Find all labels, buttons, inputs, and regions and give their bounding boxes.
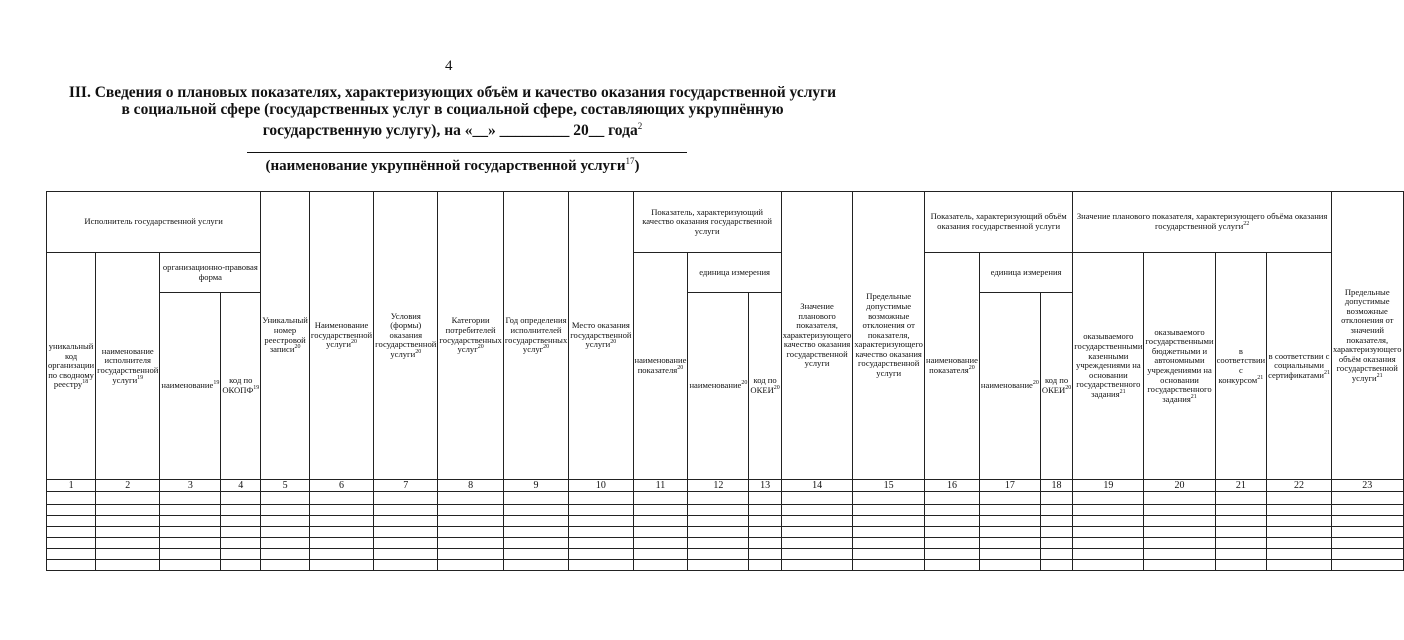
table-cell[interactable] [374,549,438,560]
table-cell[interactable] [781,492,853,505]
table-cell[interactable] [688,560,749,571]
header-volume-indicator-name: наименование показателя$^{20}$ [924,253,979,480]
table-cell[interactable] [309,516,373,527]
table-cell[interactable] [1331,527,1403,538]
service-name-footnote: 17 [625,156,635,166]
table-cell[interactable] [924,505,979,516]
table-cell[interactable] [749,549,781,560]
table-cell[interactable] [221,560,261,571]
table-cell[interactable] [688,505,749,516]
table-cell[interactable] [221,549,261,560]
table-cell[interactable] [374,560,438,571]
header-quality-value: Значение планового показателя, характеризующего качество оказания государственной услуги [781,192,853,480]
table-cell[interactable] [261,549,310,560]
table-cell[interactable] [503,527,568,538]
heading-line-3: государственную услугу), на «__» _________ 20__ года [262,122,638,140]
header-volume-indicator: Показатель, характеризующий объём оказания государственной услуги [924,192,1072,253]
header-quality-deviation: Предельные допустимые возможные отклонения от показателя, характеризующего качество оказания государственной услуги [853,192,925,480]
table-cell[interactable] [1215,505,1267,516]
header-quality-unit: единица измерения [688,253,781,293]
table-cell[interactable] [633,505,688,516]
table-row [47,516,1404,527]
table-cell[interactable] [1267,560,1332,571]
table-cell[interactable] [1040,527,1072,538]
table-cell[interactable] [47,527,96,538]
table-cell[interactable] [96,560,160,571]
table-cell[interactable] [261,560,310,571]
table-cell[interactable] [924,492,979,505]
table-cell[interactable] [569,505,633,516]
table-cell[interactable] [749,560,781,571]
table-cell[interactable] [979,505,1040,516]
table-cell[interactable] [1073,549,1144,560]
table-cell[interactable] [1215,560,1267,571]
table-cell[interactable] [160,492,221,505]
table-cell[interactable] [438,505,503,516]
service-name-caption: (наименование укрупнённой государственной услуги$^{17}$) [265,156,640,174]
table-cell[interactable] [749,492,781,505]
table-cell[interactable] [374,492,438,505]
table-cell[interactable] [569,538,633,549]
table-cell[interactable] [1267,505,1332,516]
table-cell[interactable] [1040,505,1072,516]
table-cell[interactable] [924,538,979,549]
table-cell[interactable] [438,527,503,538]
table-cell[interactable] [781,549,853,560]
table-cell[interactable] [633,516,688,527]
table-cell[interactable] [438,516,503,527]
table-cell[interactable] [633,538,688,549]
table-cell[interactable] [96,527,160,538]
table-cell[interactable] [1331,492,1403,505]
table-cell[interactable] [47,505,96,516]
table-cell[interactable] [96,516,160,527]
table-cell[interactable] [261,538,310,549]
table-cell[interactable] [633,560,688,571]
table-cell[interactable] [569,492,633,505]
table-cell[interactable] [1073,505,1144,516]
bottom-edge [0,628,905,640]
table-cell[interactable] [1144,516,1215,527]
table-cell[interactable] [309,505,373,516]
table-cell[interactable] [1215,516,1267,527]
table-cell[interactable] [1073,492,1144,505]
table-row [47,505,1404,516]
table-cell[interactable] [160,549,221,560]
table-cell[interactable] [309,492,373,505]
table-cell[interactable] [633,492,688,505]
table-cell[interactable] [1331,549,1403,560]
table-cell[interactable] [1144,527,1215,538]
table-cell[interactable] [47,492,96,505]
table-cell[interactable] [1040,560,1072,571]
table-cell[interactable] [1040,492,1072,505]
table-cell[interactable] [749,527,781,538]
table-cell[interactable] [1073,527,1144,538]
table-cell[interactable] [1267,538,1332,549]
table-cell[interactable] [503,560,568,571]
header-volume-unit-name: наименование$^{20}$ [979,293,1040,480]
header-executor-year: Год определения исполнителей государственных услуг$^{20}$ [503,192,568,480]
table-cell[interactable] [160,527,221,538]
table-row [47,549,1404,560]
table-cell[interactable] [160,560,221,571]
table-cell[interactable] [374,538,438,549]
table-row [47,492,1404,505]
table-cell[interactable] [749,538,781,549]
table-cell[interactable] [503,549,568,560]
header-executor: Исполнитель государственной услуги [47,192,261,253]
table-cell[interactable] [374,516,438,527]
table-cell[interactable] [1331,538,1403,549]
table-cell[interactable] [853,505,925,516]
table-cell[interactable] [569,516,633,527]
table-cell[interactable] [438,492,503,505]
table-cell[interactable] [749,505,781,516]
table-cell[interactable] [160,505,221,516]
header-conditions: Условия (формы) оказания государственной услуги$^{20}$ [374,192,438,480]
column-numbers-row: 1 2 3 4 5 6 7 8 9 10 11 12 13 14 15 16 17 18 19 20 21 22 23 [47,480,1404,492]
table-cell[interactable] [1267,549,1332,560]
table-cell[interactable] [1215,527,1267,538]
table-cell[interactable] [1073,538,1144,549]
table-cell[interactable] [633,527,688,538]
table-cell[interactable] [749,516,781,527]
table-cell[interactable] [781,560,853,571]
table-cell[interactable] [503,492,568,505]
table-cell[interactable] [47,516,96,527]
table-cell[interactable] [1040,516,1072,527]
header-place: Место оказания государственной услуги$^{20}$ [569,192,633,480]
table-cell[interactable] [1331,560,1403,571]
table-cell[interactable] [1267,516,1332,527]
table-row [47,560,1404,571]
table-cell[interactable] [309,549,373,560]
table-cell[interactable] [309,538,373,549]
table-cell[interactable] [853,527,925,538]
table-cell[interactable] [221,538,261,549]
table-cell[interactable] [1144,538,1215,549]
table-cell[interactable] [853,549,925,560]
table-cell[interactable] [1215,549,1267,560]
header-service-name: Наименование государственной услуги$^{20}$ [309,192,373,480]
header-consumer-categories: Категории потребителей государственных услуг$^{20}$ [438,192,503,480]
table-cell[interactable] [221,492,261,505]
header-volume-contest: в соответствии с конкурсом$^{21}$ [1215,253,1267,480]
table-cell[interactable] [96,549,160,560]
table-row [47,538,1404,549]
table-cell[interactable] [924,549,979,560]
table-cell[interactable] [569,560,633,571]
header-executor-name: наименование исполнителя государственной услуги$^{19}$ [96,253,160,480]
table-cell[interactable] [924,516,979,527]
section-heading [60,84,845,139]
service-name-line[interactable] [247,152,687,153]
header-quality-unit-name: наименование$^{20}$ [688,293,749,480]
header-org-code: уникальный код организации по сводному реестру$^{18}$ [47,253,96,480]
table-cell[interactable] [1040,549,1072,560]
table-cell[interactable] [979,516,1040,527]
table-cell[interactable] [781,505,853,516]
header-org-form-code: код по ОКОПФ$^{19}$ [221,293,261,480]
table-cell[interactable] [438,538,503,549]
table-cell[interactable] [853,538,925,549]
table-cell[interactable] [569,549,633,560]
table-cell[interactable] [96,538,160,549]
table-cell[interactable] [688,549,749,560]
table-cell[interactable] [979,538,1040,549]
table-cell[interactable] [1215,538,1267,549]
heading-line-2: в социальной сфере (государственных услуг в социальной сфере, составляющих укрупнённую [121,101,784,118]
table-cell[interactable] [1144,505,1215,516]
table-cell[interactable] [1040,538,1072,549]
table-cell[interactable] [47,549,96,560]
table-cell[interactable] [160,538,221,549]
table-cell[interactable] [853,560,925,571]
table-cell[interactable] [1215,492,1267,505]
table-cell[interactable] [47,538,96,549]
table-cell[interactable] [569,527,633,538]
table-cell[interactable] [688,538,749,549]
heading-footnote: 2 [637,121,643,131]
header-volume-kazennye: оказываемого государственными казенными учреждениями на основании государственного задания$^{21}$ [1073,253,1144,480]
table-cell[interactable] [261,527,310,538]
header-volume-deviation: Предельные допустимые возможные отклонения от значений показателя, характеризующего объём оказания государственной услуги$^{21}$ [1331,192,1403,480]
header-org-legal-form: организационно-правовая форма [160,253,261,293]
service-name-caption-text: (наименование укрупнённой государственной услуги [265,158,626,174]
table-cell[interactable] [261,505,310,516]
table-cell[interactable] [1144,560,1215,571]
table-cell[interactable] [503,505,568,516]
table-cell[interactable] [309,527,373,538]
header-org-form-name: наименование$^{19}$ [160,293,221,480]
header-quality-indicator-name: наименование показателя$^{20}$ [633,253,688,480]
table-cell[interactable] [688,516,749,527]
table-cell[interactable] [1331,505,1403,516]
table-cell[interactable] [221,505,261,516]
table-cell[interactable] [979,492,1040,505]
header-volume-certificates: в соответствии с социальными сертификатами$^{21}$ [1267,253,1332,480]
table-cell[interactable] [374,505,438,516]
table-cell[interactable] [438,560,503,571]
table-cell[interactable] [374,527,438,538]
table-cell[interactable] [1144,549,1215,560]
table-cell[interactable] [1267,492,1332,505]
header-volume-unit-code: код по ОКЕИ$^{20}$ [1040,293,1072,480]
table-cell[interactable] [438,549,503,560]
table-cell[interactable] [261,516,310,527]
table-cell[interactable] [1267,527,1332,538]
table-cell[interactable] [309,560,373,571]
table-cell[interactable] [503,516,568,527]
table-cell[interactable] [96,492,160,505]
table-cell[interactable] [47,560,96,571]
table-cell[interactable] [96,505,160,516]
table-cell[interactable] [853,492,925,505]
table-cell[interactable] [261,492,310,505]
table-cell[interactable] [781,516,853,527]
header-registry-number: Уникальный номер реестровой записи$^{20}$ [261,192,310,480]
header-volume-value: Значение планового показателя, характеризующего объёма оказания государственной услуги$^{22}$ [1073,192,1332,253]
plan-indicators-table [46,191,1404,571]
table-cell[interactable] [688,527,749,538]
header-volume-budget: оказываемого государственными бюджетными и автономными учреждениями на основании государственного задания$^{21}$ [1144,253,1215,480]
table-cell[interactable] [160,516,221,527]
table-cell[interactable] [924,560,979,571]
heading-line-1: III. Сведения о плановых показателях, характеризующих объём и качество оказания государственной услуги [68,84,837,101]
header-volume-unit: единица измерения [979,253,1072,293]
table-cell[interactable] [924,527,979,538]
table-cell[interactable] [1073,516,1144,527]
table-cell[interactable] [1144,492,1215,505]
table-cell[interactable] [979,560,1040,571]
header-quality-indicator: Показатель, характеризующий качество оказания государственной услуги [633,192,781,253]
table-cell[interactable] [221,516,261,527]
table-cell[interactable] [979,527,1040,538]
table-cell[interactable] [688,492,749,505]
table-row [47,527,1404,538]
table-cell[interactable] [853,516,925,527]
table-cell[interactable] [503,538,568,549]
table-cell[interactable] [781,538,853,549]
table-cell[interactable] [633,549,688,560]
table-cell[interactable] [221,527,261,538]
page-number: 4 [445,58,453,74]
header-quality-unit-code: код по ОКЕИ$^{20}$ [749,293,781,480]
table-cell[interactable] [979,549,1040,560]
table-cell[interactable] [1331,516,1403,527]
table-cell[interactable] [1073,560,1144,571]
table-cell[interactable] [781,527,853,538]
